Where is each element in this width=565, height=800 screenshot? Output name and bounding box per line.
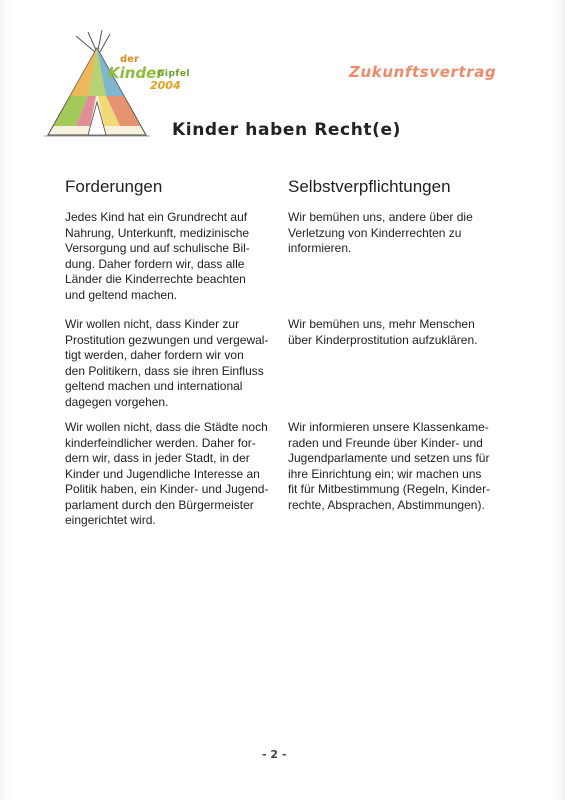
page-title: Kinder haben Recht(e) <box>172 120 401 140</box>
logo-text-year: 2004 <box>150 79 181 92</box>
demand-paragraph-1: Jedes Kind hat ein Grundrecht auf Nahrung, Unterkunft, medizinische Versorgung und auf schulische Bil- dung. Daher fordern wir, dass alle Länder die Kinderrechte beachten und geltend machen. <box>65 210 250 302</box>
column-heading-forderungen: Forderungen <box>65 177 163 196</box>
logo-text-gipfel: Gipfel <box>157 69 191 79</box>
demand-paragraph-2: Wir wollen nicht, dass Kinder zur Prostitution gezwungen und vergewal- tigt werden, daher fordern wir von den Politikern, dass sie ihren Einfluss geltend machen und international dagegen vorgehen. <box>65 317 269 409</box>
commitment-paragraph-3: Wir informieren unsere Klassenkame- raden und Freunde über Kinder- und Jugendparlamente und setzen uns für ihre Einrichtung ein; wir machen uns fit für Mitbestimmung (Regeln, Kinder- rechte, Absprachen, Abstimmungen). <box>288 420 491 512</box>
column-heading-selbstverpflichtungen: Selbstverpflichtungen <box>288 177 451 196</box>
commitment-paragraph-2: Wir bemühen uns, mehr Menschen über Kinderprostitution aufzuklären. <box>288 317 478 347</box>
logo-text-kinder: Kinder <box>108 64 164 82</box>
document-subtitle: Zukunftsvertrag <box>349 63 497 81</box>
demand-paragraph-3: Wir wollen nicht, dass die Städte noch kinderfeindlicher werden. Daher for- dern wir, dass in jeder Stadt, in der Kinder und Jugendliche Interesse an Politik haben, ein Kinder- und Jugend- parlament durch den Bürgermeister eingerichtet wird. <box>65 420 269 527</box>
commitment-paragraph-1: Wir bemühen uns, andere über die Verletzung von Kinderrechten zu informieren. <box>288 210 473 255</box>
logo-text-der: der <box>120 54 139 65</box>
page-number: - 2 - <box>262 748 287 761</box>
